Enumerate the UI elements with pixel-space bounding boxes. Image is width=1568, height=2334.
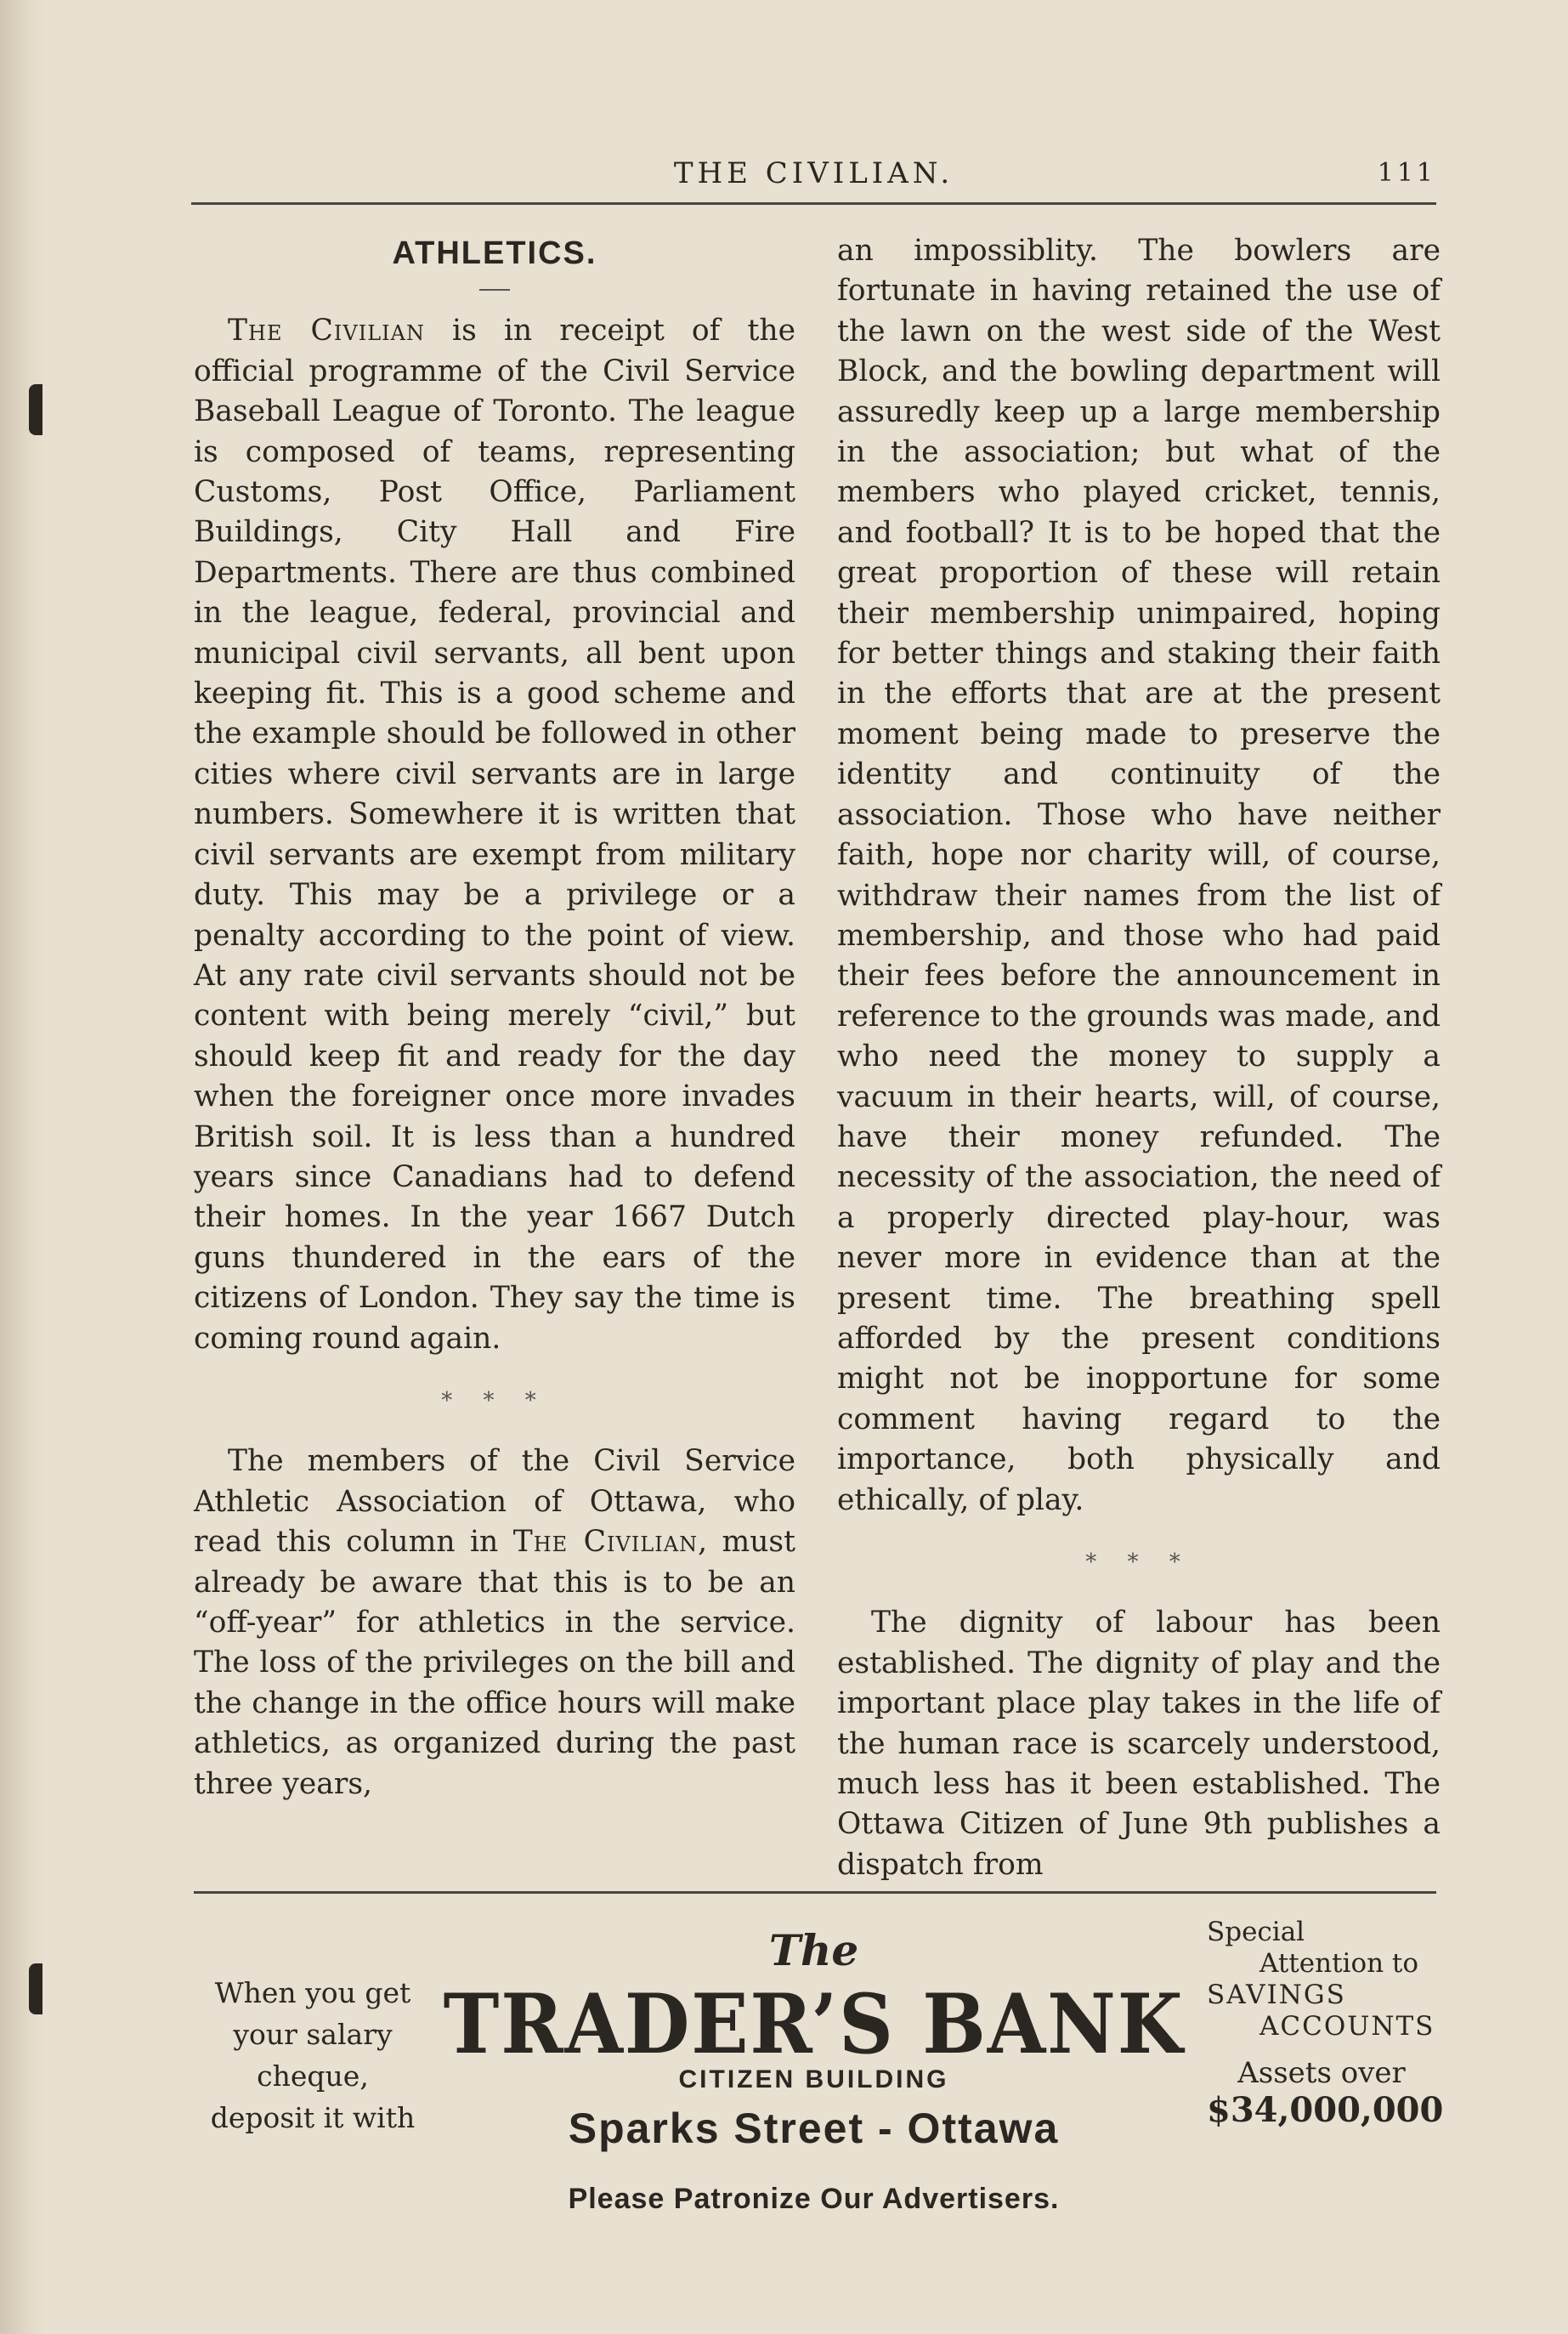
bank-name: TRADER’S BANK (443, 1976, 1185, 2072)
ad-assets-label: Assets over (1237, 2056, 1406, 2090)
binding-hole (29, 384, 42, 435)
ad-savings: SAVINGS (1207, 1980, 1346, 2010)
ad-line: deposit it with (210, 2101, 416, 2134)
ad-line: your salary (233, 2018, 393, 2051)
ad-assets-amount: $34,000,000 (1207, 2090, 1444, 2130)
publication-name: The Civilian (228, 314, 425, 348)
heading-divider (479, 289, 510, 291)
page-number: 111 (1377, 158, 1436, 188)
publication-name: The Civilian (512, 1525, 699, 1560)
ad-line: cheque, (257, 2059, 369, 2093)
section-break: * * * (1085, 1549, 1192, 1575)
article-paragraph: an impossiblity. The bowlers are fortunate in having retained the use of the lawn on the west side of the West Block, and the bowling department will assuredly keep up a large membership in the association; but what of the members who played cricket, tennis, and football? It is to be hoped that the great proportion of these will retain their membership unimpaired, hoping for better things and staking their faith in the efforts that are at the present moment being made to preserve the identity and continuity of the association. Those who have neither faith, hope nor charity will, of course, withdraw their names from the list of membership, and those who had paid their fees before the announcement in reference to the grounds was made, and who need the money to supply a vacuum in their hearts, will, of course, have their money refunded. The necessity of the association, the need of a properly directed play-hour, was never more in evidence than at the present time. The breathing spell afforded by the present conditions might not be inopportune for some comment having regard to the importance, both physically and ethically, of play. (837, 234, 1441, 1517)
running-head (191, 153, 1436, 195)
paragraph-text: The members of the Civil Service Athletic Association of Ottawa, who read this column in (194, 1444, 795, 1560)
binding-hole (29, 1963, 42, 2014)
bank-building: CITIZEN BUILDING (678, 2065, 949, 2093)
running-title: THE CIVILIAN. (673, 156, 954, 190)
article-column-right (837, 231, 1441, 1885)
section-break: * * * (441, 1387, 548, 1413)
article-paragraph: The dignity of labour has been established. The dignity of play and the important place play takes in the life of the human race is scarcely understood, much less has it been established. The Ottawa Citizen of June 9th publishes a dispatch from (837, 1606, 1441, 1882)
paragraph-text: , must already be aware that this is to be an “off-year” for athletics in the service. The loss of the privileges on the bill and the change in the office hours will make athletics, as organized during the past three years, (194, 1525, 795, 1801)
ad-the: The (768, 1925, 859, 1975)
footer-patronize: Please Patronize Our Advertisers. (568, 2183, 1060, 2215)
article-paragraph (194, 311, 795, 1359)
article-paragraph (194, 1442, 795, 1804)
header-rule (191, 202, 1436, 205)
ad-line: When you get (214, 1976, 411, 2009)
ad-special: Special (1207, 1917, 1305, 1947)
article-column-left (194, 234, 795, 1804)
bank-advertisement (191, 1891, 1444, 2172)
paragraph-text: is in receipt of the official programme of the Civil Service Baseball League of Toronto. The league is composed of teams, representing Customs, Post Office, Parliament Buildings, City Hall and Fire Departments. There are thus combined in the league, federal, provincial and municipal civil servants, all bent upon keeping fit. This is a good scheme and the example should be followed in other cities where civil servants are in large numbers. Somewhere it is written that civil servants are exempt from military duty. This may be a privilege or a penalty according to the point of view. At any rate civil servants should not be content with being merely “civil,” but should keep fit and ready for the day when the foreigner once more invades British soil. It is less than a hundred years since Canadians had to defend their homes. In the year 1667 Dutch guns thundered in the ears of the citizens of London. They say the time is coming round again. (194, 314, 796, 1356)
ad-right-text (1207, 1917, 1444, 2130)
article-heading: ATHLETICS. (392, 235, 597, 271)
ad-accounts: ACCOUNTS (1259, 2011, 1435, 2042)
ad-attention: Attention to (1259, 1948, 1419, 1979)
bank-address: Sparks Street - Ottawa (568, 2105, 1060, 2152)
